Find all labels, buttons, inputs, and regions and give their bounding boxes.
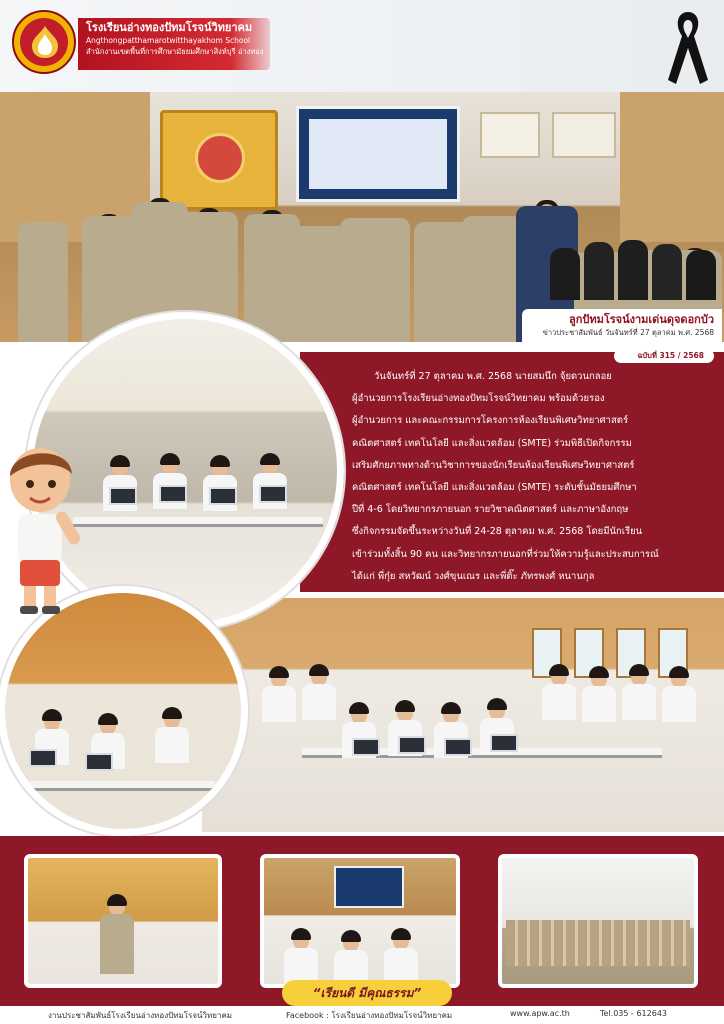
- article-line: ผู้อำนวยการ และคณะกรรมการโครงการห้องเรียนพิเศษวิทยาศาสตร์: [352, 415, 629, 427]
- caption-tag: [522, 309, 722, 349]
- school-logo-icon: [12, 10, 76, 74]
- student: [662, 670, 696, 722]
- school-name-banner: [78, 18, 270, 70]
- person: [550, 248, 580, 300]
- article-line: เข้าร่วมทั้งสิ้น 90 คน และวิทยากรภายนอกที่ร่วมให้ความรู้และประสบการณ์: [352, 548, 659, 560]
- tablet: [259, 485, 287, 503]
- student: [302, 668, 336, 720]
- article-line: ปีที่ 4-6 โดยวิทยากรภายนอก รายวิชาคณิตศาสตร์ และภาษาอังกฤษ: [352, 504, 629, 516]
- footer-website[interactable]: www.apw.ac.th: [510, 1009, 570, 1018]
- thumb-photo-audience: [260, 854, 460, 988]
- student: [155, 711, 189, 763]
- article-line: ได้แก่ พี่กุ๋ย สหวัฒน์ วงศ์ขุนเณร และพี่ติ๊ะ ภัทรพงศ์ หนานกุล: [352, 570, 595, 582]
- article-line: เสริมศักยภาพทางด้านวิชาการของนักเรียนห้องเรียนพิเศษวิทยาศาสตร์: [352, 459, 635, 471]
- tablet: [444, 738, 472, 756]
- footer-pr: งานประชาสัมพันธ์โรงเรียนอ่างทองปัทมโรจน์วิทยาคม: [48, 1011, 233, 1020]
- student: [582, 670, 616, 722]
- person: [82, 154, 136, 342]
- student: [542, 668, 576, 720]
- person: [340, 152, 410, 342]
- tablet: [85, 753, 113, 771]
- article-line: วันจันทร์ที่ 27 ตุลาคม พ.ศ. 2568 นายสมนึก จุ้ยดวนกลอย: [374, 371, 612, 382]
- tablet: [29, 749, 57, 767]
- desk: [73, 517, 323, 527]
- projector-screen: [334, 866, 404, 908]
- tablet: [159, 485, 187, 503]
- classroom-photo: [202, 592, 724, 832]
- speaker: [100, 898, 134, 974]
- group-photo: [0, 92, 724, 342]
- tablet: [209, 487, 237, 505]
- article-line: คณิตศาสตร์ เทคโนโลยี และสิ่งแวดล้อม (SMTE) ร่วมพิธีเปิดกิจกรรม: [352, 437, 632, 449]
- thumb-photo-speaker: [24, 854, 222, 988]
- school-motto: “เรียนดี มีคุณธรรม”: [282, 980, 452, 1006]
- header: [0, 0, 724, 92]
- person: [618, 240, 648, 300]
- education-office: สำนักงานเขตพื้นที่การศึกษามัธยมศึกษาสิงห์บุรี อ่างทอง: [86, 47, 264, 56]
- tablet: [398, 736, 426, 754]
- desk: [15, 781, 215, 791]
- article-line: ผู้อำนวยการโรงเรียนอ่างทองปัทมโรจน์วิทยาคม พร้อมด้วยรอง: [352, 393, 605, 405]
- student: [284, 932, 318, 984]
- person: [584, 242, 614, 300]
- tablet: [352, 738, 380, 756]
- mourning-ribbon-icon: [666, 6, 710, 86]
- tablet: [490, 734, 518, 752]
- student: [622, 668, 656, 720]
- cartoon-boy-icon: [0, 440, 100, 616]
- issue-number: ฉบับที่ 315 / 2568: [614, 349, 714, 363]
- inset-student-group: [548, 236, 718, 300]
- tablet: [109, 487, 137, 505]
- person: [652, 244, 682, 300]
- student: [384, 932, 418, 984]
- caption-date: ข่าวประชาสัมพันธ์ วันจันทร์ที่ 27 ตุลาคม พ.ศ. 2568: [542, 328, 714, 337]
- person: [686, 250, 716, 300]
- person: [18, 162, 68, 342]
- article-line: ซึ่งกิจกรรมจัดขึ้นระหว่างวันที่ 24-28 ตุลาคม พ.ศ. 2568 โดยมีนักเรียน: [352, 526, 643, 538]
- article-line: คณิตศาสตร์ เทคโนโลยี และสิ่งแวดล้อม (SMTE) ระดับชั้นมัธยมศึกษา: [352, 482, 637, 494]
- student: [334, 934, 368, 986]
- circle-photo-classroom: [0, 586, 248, 836]
- footer-facebook[interactable]: Facebook : โรงเรียนอ่างทองปัทมโรจน์วิทยาคม: [286, 1011, 453, 1020]
- thumb-photo-group: [498, 854, 698, 988]
- school-name-english: Angthongpatthamarotwitthayakhom School: [86, 36, 251, 45]
- article-text: [352, 366, 716, 588]
- footer-tel: Tel.035 - 612643: [600, 1009, 667, 1018]
- student: [262, 670, 296, 722]
- school-name-thai: โรงเรียนอ่างทองปัทมโรจน์วิทยาคม: [86, 21, 253, 34]
- footer: [0, 1006, 724, 1024]
- group-of-people: [506, 920, 690, 966]
- caption-title: ลูกปัทมโรจน์งามเด่นดุจดอกบัว: [568, 313, 714, 326]
- person: [462, 154, 522, 342]
